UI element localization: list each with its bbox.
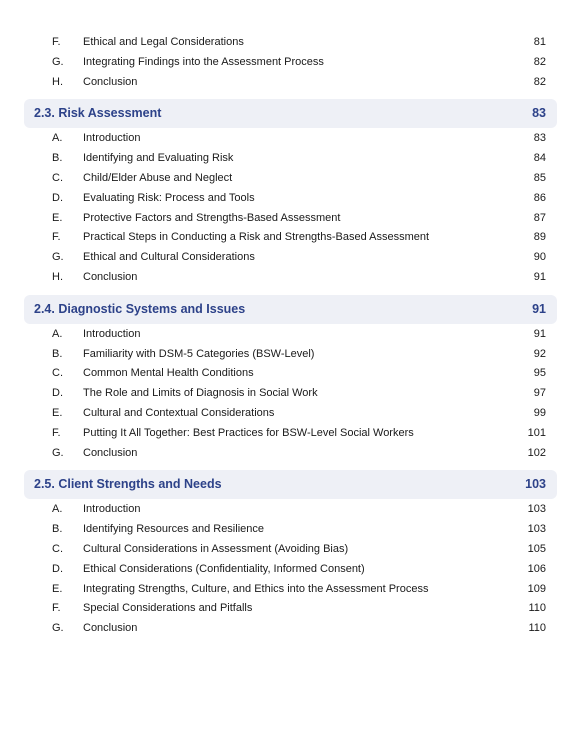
toc-entry[interactable] bbox=[24, 345, 557, 365]
entry-page-number: 82 bbox=[533, 55, 546, 68]
section-page-number: 103 bbox=[525, 477, 546, 492]
entry-letter: G. bbox=[52, 55, 64, 68]
toc-entry[interactable] bbox=[24, 189, 557, 209]
entry-page-number: 109 bbox=[527, 582, 546, 595]
entry-page-number: 92 bbox=[533, 347, 546, 360]
entry-page-number: 101 bbox=[527, 426, 546, 439]
entry-page-number: 110 bbox=[528, 622, 546, 635]
entry-page-number: 106 bbox=[527, 562, 546, 575]
toc-entry[interactable] bbox=[24, 404, 557, 424]
toc-entry[interactable] bbox=[24, 268, 557, 288]
entry-letter: F. bbox=[52, 602, 61, 615]
entry-title: Evaluating Risk: Process and Tools bbox=[83, 191, 255, 204]
toc-entry[interactable] bbox=[24, 209, 557, 229]
toc-entry[interactable] bbox=[24, 520, 557, 540]
toc-entry[interactable] bbox=[24, 129, 557, 149]
toc-entry[interactable] bbox=[24, 149, 557, 169]
toc-entry[interactable] bbox=[24, 364, 557, 384]
section-page-number: 83 bbox=[532, 106, 546, 121]
section-title: 2.3. Risk Assessment bbox=[34, 106, 162, 121]
toc-entry[interactable] bbox=[24, 73, 557, 93]
table-of-contents bbox=[24, 33, 557, 639]
entry-letter: E. bbox=[52, 211, 63, 224]
entry-letter: C. bbox=[52, 367, 63, 380]
entry-title: Practical Steps in Conducting a Risk and Strengths-Based Assessment bbox=[83, 231, 430, 244]
entry-letter: E. bbox=[52, 582, 63, 595]
entry-title: The Role and Limits of Diagnosis in Social Work bbox=[83, 387, 318, 400]
entry-letter: F. bbox=[52, 231, 61, 244]
entry-letter: D. bbox=[52, 191, 63, 204]
entry-title: Protective Factors and Strengths-Based Assessment bbox=[83, 211, 341, 224]
entry-letter: D. bbox=[52, 562, 63, 575]
toc-entry[interactable] bbox=[24, 580, 557, 600]
entry-letter: A. bbox=[52, 503, 63, 516]
entry-page-number: 91 bbox=[533, 270, 546, 283]
entry-letter: G. bbox=[52, 622, 64, 635]
toc-entry[interactable] bbox=[24, 540, 557, 560]
entry-letter: A. bbox=[52, 132, 63, 145]
entry-page-number: 83 bbox=[533, 132, 546, 145]
entry-letter: H. bbox=[52, 75, 63, 88]
entry-letter: F. bbox=[52, 426, 61, 439]
entry-page-number: 102 bbox=[527, 446, 546, 459]
toc-entry[interactable] bbox=[24, 619, 557, 639]
entry-letter: C. bbox=[52, 542, 63, 555]
entry-title: Familiarity with DSM-5 Categories (BSW-Level) bbox=[83, 347, 315, 360]
entry-letter: B. bbox=[52, 152, 63, 165]
toc-entry[interactable] bbox=[24, 325, 557, 345]
entry-title: Introduction bbox=[83, 327, 141, 340]
entry-title: Identifying and Evaluating Risk bbox=[83, 152, 234, 165]
section-header[interactable] bbox=[24, 99, 557, 128]
entry-page-number: 105 bbox=[527, 542, 546, 555]
entry-title: Conclusion bbox=[83, 446, 138, 459]
entry-page-number: 86 bbox=[533, 191, 546, 204]
entry-title: Conclusion bbox=[83, 270, 138, 283]
entry-page-number: 84 bbox=[533, 152, 546, 165]
entry-title: Conclusion bbox=[83, 75, 138, 88]
toc-entry[interactable] bbox=[24, 424, 557, 444]
toc-entry[interactable] bbox=[24, 560, 557, 580]
entry-letter: F. bbox=[52, 36, 61, 48]
entry-page-number: 82 bbox=[533, 75, 546, 88]
entry-title: Child/Elder Abuse and Neglect bbox=[83, 171, 233, 184]
entry-title: Conclusion bbox=[83, 622, 138, 635]
entry-title: Cultural Considerations in Assessment (Avoiding Bias) bbox=[83, 542, 349, 555]
toc-entry[interactable] bbox=[24, 169, 557, 189]
entry-letter: B. bbox=[52, 347, 63, 360]
entry-title: Identifying Resources and Resilience bbox=[83, 523, 264, 536]
section-title: 2.5. Client Strengths and Needs bbox=[34, 477, 222, 492]
entry-page-number: 81 bbox=[533, 36, 546, 48]
toc-entry[interactable] bbox=[24, 444, 557, 464]
section-page-number: 91 bbox=[532, 301, 546, 316]
toc-entry[interactable] bbox=[24, 384, 557, 404]
section-header[interactable] bbox=[24, 295, 557, 324]
entry-letter: E. bbox=[52, 406, 63, 419]
entry-page-number: 91 bbox=[533, 327, 546, 340]
entry-page-number: 110 bbox=[528, 602, 546, 615]
entry-page-number: 103 bbox=[527, 503, 546, 516]
entry-title: Common Mental Health Conditions bbox=[83, 367, 254, 380]
entry-page-number: 103 bbox=[527, 523, 546, 536]
entry-letter: G. bbox=[52, 446, 64, 459]
entry-page-number: 89 bbox=[533, 231, 546, 244]
entry-title: Putting It All Together: Best Practices for BSW-Level Social Workers bbox=[83, 426, 414, 439]
entry-title: Integrating Strengths, Culture, and Ethics into the Assessment Process bbox=[83, 582, 429, 595]
entry-page-number: 95 bbox=[533, 367, 546, 380]
entry-title: Special Considerations and Pitfalls bbox=[83, 602, 253, 615]
entry-title: Ethical and Legal Considerations bbox=[83, 36, 244, 48]
entry-page-number: 87 bbox=[533, 211, 546, 224]
entry-letter: D. bbox=[52, 387, 63, 400]
entry-letter: G. bbox=[52, 251, 64, 264]
entry-letter: C. bbox=[52, 171, 63, 184]
toc-entry[interactable] bbox=[24, 228, 557, 248]
entry-letter: A. bbox=[52, 327, 63, 340]
toc-entry[interactable] bbox=[24, 33, 557, 53]
entry-page-number: 97 bbox=[533, 387, 546, 400]
entry-letter: B. bbox=[52, 523, 63, 536]
entry-page-number: 85 bbox=[533, 171, 546, 184]
entry-title: Ethical Considerations (Confidentiality, Informed Consent) bbox=[83, 562, 365, 575]
section-title: 2.4. Diagnostic Systems and Issues bbox=[34, 301, 246, 316]
entry-title: Ethical and Cultural Considerations bbox=[83, 251, 255, 264]
toc-entry[interactable] bbox=[24, 53, 557, 73]
entry-page-number: 90 bbox=[533, 251, 546, 264]
toc-entry[interactable] bbox=[24, 500, 557, 520]
toc-entry[interactable] bbox=[24, 599, 557, 619]
entry-title: Integrating Findings into the Assessment Process bbox=[83, 55, 324, 68]
section-header[interactable] bbox=[24, 470, 557, 499]
entry-title: Cultural and Contextual Considerations bbox=[83, 406, 275, 419]
entry-page-number: 99 bbox=[533, 406, 546, 419]
entry-title: Introduction bbox=[83, 503, 141, 516]
entry-letter: H. bbox=[52, 270, 63, 283]
entry-title: Introduction bbox=[83, 132, 141, 145]
toc-entry[interactable] bbox=[24, 248, 557, 268]
